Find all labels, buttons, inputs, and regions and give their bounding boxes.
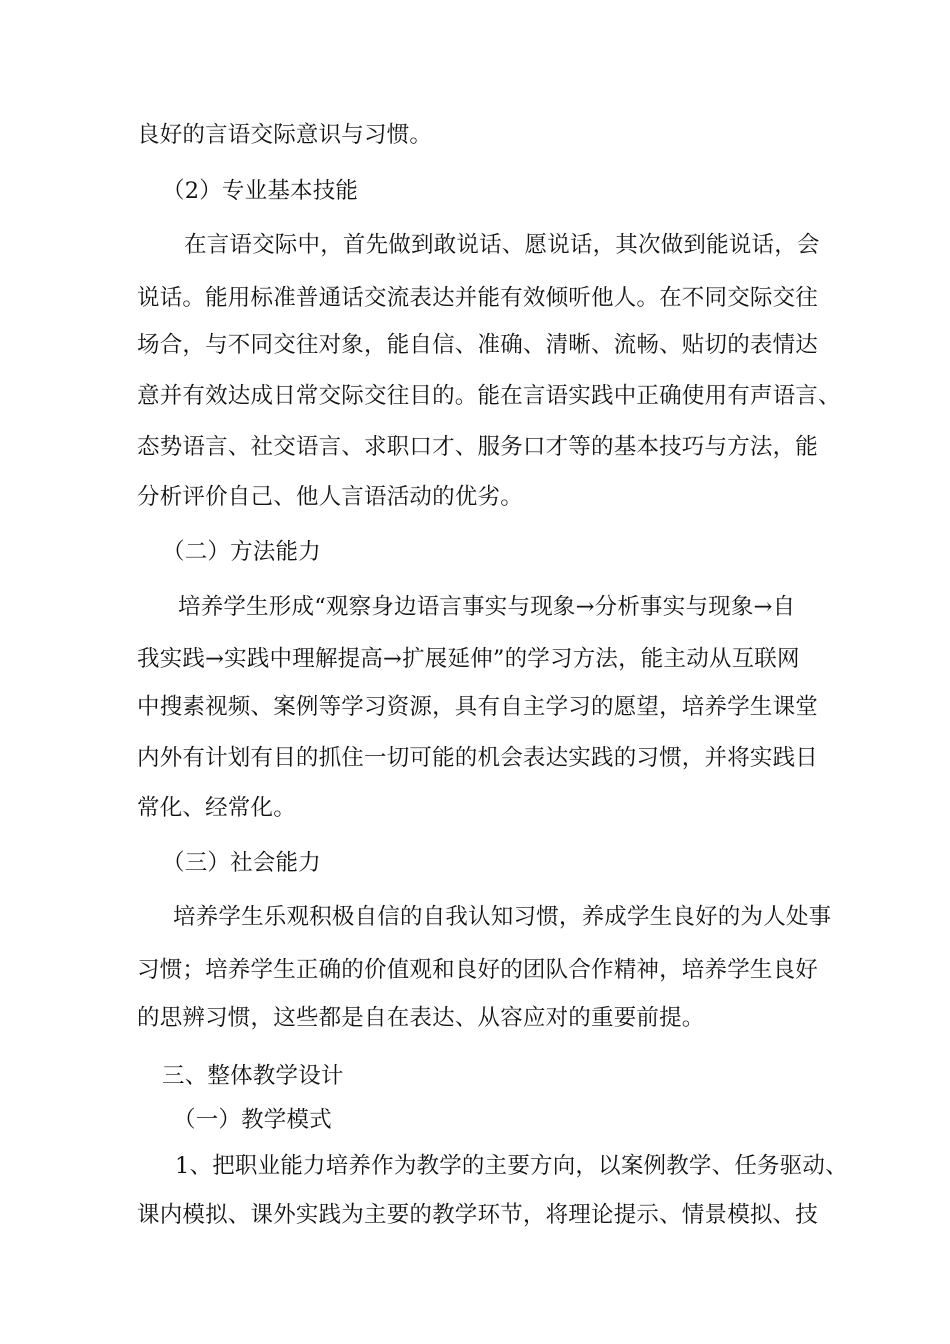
text-line: 中搜素视频、案例等学习资源，具有自主学习的愿望，培养学生课堂 bbox=[137, 694, 819, 720]
section-heading: （一）教学模式 bbox=[173, 1107, 332, 1133]
text-line: 1、把职业能力培养作为教学的主要方向，以案例教学、任务驱动、 bbox=[175, 1153, 848, 1179]
text-line: 课内模拟、课外实践为主要的教学环节，将理论提示、情景模拟、技 bbox=[137, 1202, 819, 1228]
text-line: 良好的言语交际意识与习惯。 bbox=[137, 122, 433, 148]
text-line: 习惯；培养学生正确的价值观和良好的团队合作精神，培养学生良好 bbox=[137, 957, 819, 983]
text-line: 在言语交际中，首先做到敢说话、愿说话，其次做到能说话，会 bbox=[184, 232, 820, 258]
text-line: 意并有效达成日常交际交往目的。能在言语实践中正确使用有声语言、 bbox=[137, 383, 841, 409]
text-line: 场合，与不同交往对象，能自信、准确、清晰、流畅、贴切的表情达 bbox=[137, 332, 819, 358]
text-line: 我实践→实践中理解提高→扩展延伸”的学习方法，能主动从互联网 bbox=[137, 646, 800, 672]
text-line: 内外有计划有目的抓住一切可能的机会表达实践的习惯，并将实践日 bbox=[137, 745, 819, 771]
text-line: 常化、经常化。 bbox=[137, 795, 296, 821]
text-line: 培养学生乐观积极自信的自我认知习惯，养成学生良好的为人处事 bbox=[173, 904, 832, 930]
section-heading: （三）社会能力 bbox=[162, 850, 321, 876]
text-line: 分析评价自己、他人言语活动的优劣。 bbox=[137, 484, 523, 510]
text-line: 培养学生形成“观察身边语言事实与现象→分析事实与现象→自 bbox=[178, 594, 796, 620]
chapter-heading: 三、整体教学设计 bbox=[162, 1063, 344, 1089]
section-heading: （2）专业基本技能 bbox=[162, 178, 359, 204]
text-line: 说话。能用标准普通话交流表达并能有效倾听他人。在不同交际交往 bbox=[137, 285, 819, 311]
text-line: 的思辨习惯，这些都是自在表达、从容应对的重要前提。 bbox=[137, 1005, 705, 1031]
section-heading: （二）方法能力 bbox=[162, 539, 321, 565]
text-line: 态势语言、社交语言、求职口才、服务口才等的基本技巧与方法，能 bbox=[137, 434, 819, 460]
